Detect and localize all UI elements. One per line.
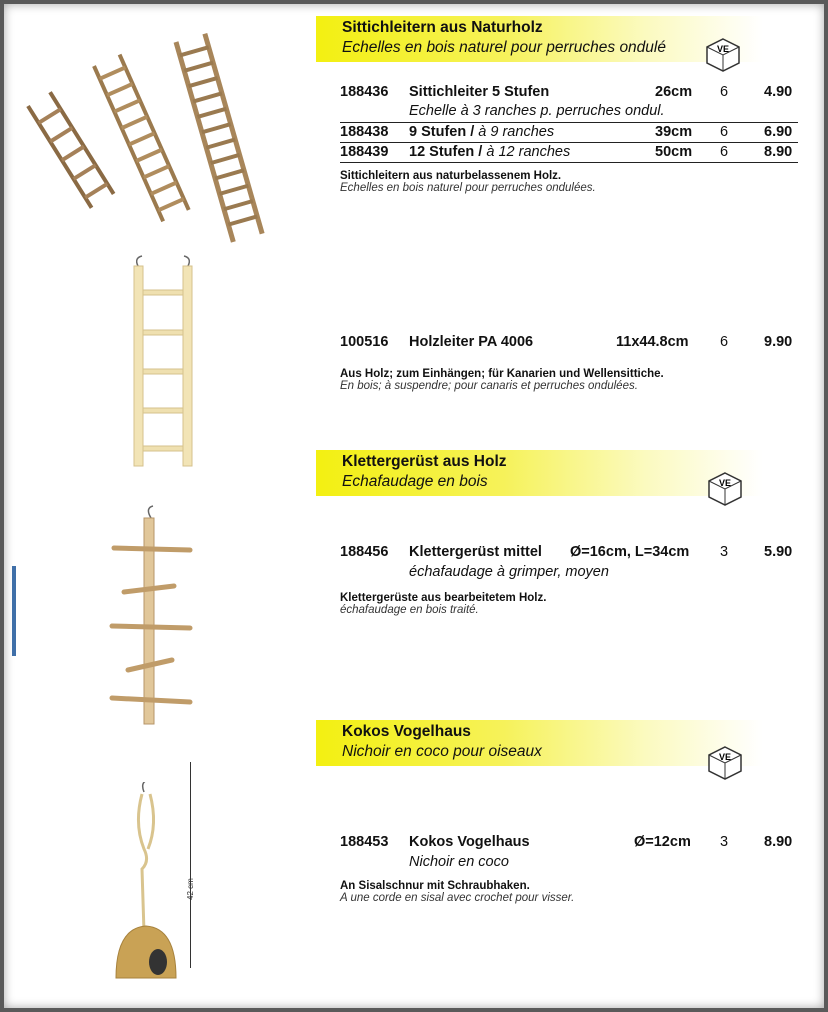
natural-wood-ladders-image (14, 18, 284, 248)
item-price: 8.90 (764, 834, 793, 850)
description-de: Sittichleitern aus naturbelassenem Holz. (340, 170, 562, 182)
ve-badge-icon (704, 36, 742, 74)
item-code: 188456 (340, 544, 389, 560)
item-name-fr: à 12 ranches (486, 144, 571, 160)
item-qty: 6 (720, 84, 729, 100)
item-name-fr: échafaudage à grimper, moyen (409, 564, 609, 580)
description-fr: échafaudage en bois traité. (340, 604, 479, 616)
section-description (340, 592, 546, 616)
item-qty: 3 (720, 834, 729, 850)
description-fr: Echelles en bois naturel pour perruches ondulées. (340, 182, 596, 194)
section-description (340, 880, 574, 904)
ve-badge-label: VE (718, 752, 732, 762)
section-title-de: Klettergerüst aus Holz (342, 453, 507, 470)
holzleiter-image (124, 252, 204, 472)
item-name-de: 12 Stufen (409, 144, 475, 160)
description-de: An Sisalschnur mit Schraubhaken. (340, 880, 530, 892)
section-description (340, 368, 664, 392)
item-code: 100516 (340, 334, 389, 350)
item-size: 11x44.8cm (616, 334, 689, 350)
item-name-fr: à 9 ranches (478, 124, 555, 140)
ve-badge-label: VE (716, 44, 730, 54)
blue-edge-fragment (12, 566, 16, 656)
ve-badge-label: VE (718, 478, 732, 488)
item-name: Sittichleiter 5 Stufen (409, 84, 550, 100)
section-title-de: Kokos Vogelhaus (342, 723, 471, 740)
item-name: Klettergerüst mittel (409, 544, 542, 560)
description-fr: A une corde en sisal avec crochet pour visser. (340, 892, 575, 904)
item-name-fr: Echelle à 3 ranches p. perruches ondul. (409, 103, 665, 119)
item-size: Ø=12cm (634, 834, 691, 850)
item-name: Holzleiter PA 4006 (409, 334, 534, 350)
section-title-fr: Echelles en bois naturel pour perruches ondulé (342, 39, 666, 56)
item-qty: 6 (720, 334, 729, 350)
dimension-label: 42 cm (186, 878, 195, 900)
row-divider (340, 142, 798, 143)
description-fr: En bois; à suspendre; pour canaris et perruches ondulées. (340, 380, 638, 392)
item-price: 8.90 (764, 144, 793, 160)
item-qty: 6 (720, 124, 729, 140)
item-qty: 3 (720, 544, 729, 560)
item-price: 6.90 (764, 124, 793, 140)
row-divider (340, 122, 798, 123)
section-title-de: Sittichleitern aus Naturholz (342, 19, 543, 36)
item-price: 5.90 (764, 544, 793, 560)
item-size: Ø=16cm, L=34cm (570, 544, 690, 560)
description-de: Aus Holz; zum Einhängen; für Kanarien und Wellensittiche. (340, 368, 664, 380)
item-size: 50cm (655, 144, 693, 160)
dimension-line (190, 762, 191, 968)
item-code: 188438 (340, 124, 389, 140)
section-title-fr: Nichoir en coco pour oiseaux (342, 743, 542, 760)
item-code: 188453 (340, 834, 389, 850)
item-price: 4.90 (764, 84, 793, 100)
row-divider (340, 162, 798, 163)
climbing-frame-image (104, 504, 204, 734)
ve-badge-icon (706, 470, 744, 508)
item-name: Kokos Vogelhaus (409, 834, 530, 850)
ve-badge-icon (706, 744, 744, 782)
item-name: 12 Stufen / à 12 ranches (409, 144, 571, 160)
item-code: 188436 (340, 84, 389, 100)
item-size: 39cm (655, 124, 693, 140)
item-name-de: 9 Stufen (409, 124, 467, 140)
item-price: 9.90 (764, 334, 793, 350)
item-code: 188439 (340, 144, 389, 160)
catalog-page (4, 4, 824, 1008)
item-name: 9 Stufen / à 9 ranches (409, 124, 555, 140)
description-de: Klettergerüste aus bearbeitetem Holz. (340, 592, 547, 604)
item-qty: 6 (720, 144, 729, 160)
item-name-fr: Nichoir en coco (409, 854, 509, 870)
item-size: 26cm (655, 84, 693, 100)
section-description (340, 170, 596, 194)
section-title-fr: Echafaudage en bois (342, 473, 488, 490)
